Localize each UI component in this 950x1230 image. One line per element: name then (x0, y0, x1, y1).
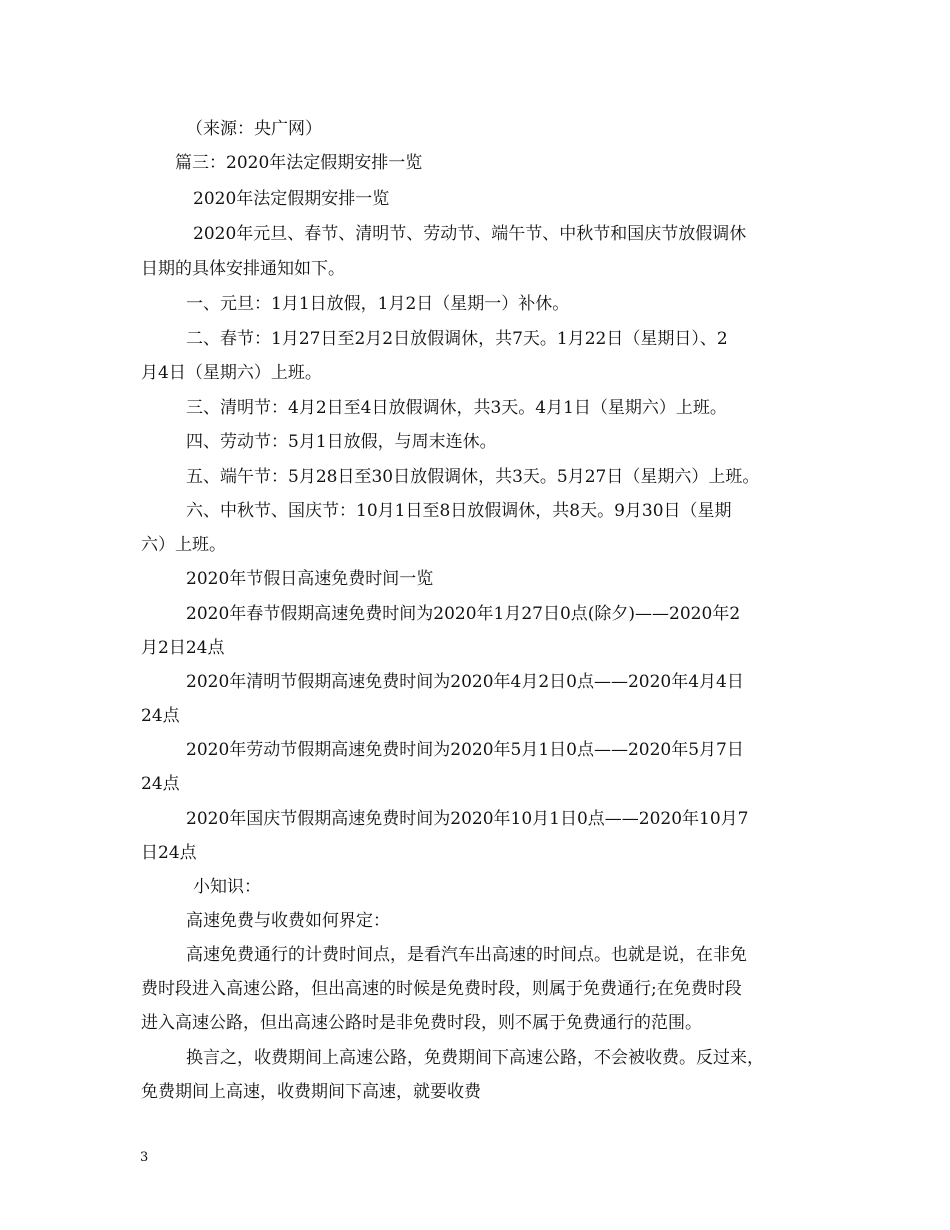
toll-free-labor-day-cont: 24点 (141, 774, 180, 794)
holiday-item-national-day-cont: 六）上班。 (141, 535, 226, 555)
toll-free-labor-day: 2020年劳动节假期高速免费时间为2020年5月1日0点——2020年5月7日 (186, 740, 744, 760)
toll-free-heading: 2020年节假日高速免费时间一览 (186, 569, 434, 589)
tips-heading: 小知识： (193, 877, 261, 897)
holiday-item-spring-festival: 二、春节：1月27日至2月2日放假调休，共7天。1月22日（星期日）、2 (186, 329, 728, 349)
tips-subheading: 高速免费与收费如何界定： (186, 911, 390, 931)
paragraph-line: 日期的具体安排通知如下。 (141, 259, 345, 279)
holiday-item-dragon-boat: 五、端午节：5月28日至30日放假调休，共3天。5月27日（星期六）上班。 (186, 467, 760, 487)
source-line: （来源：央广网） (186, 119, 322, 139)
holiday-item-qingming: 三、清明节：4月2日至4日放假调休，共3天。4月1日（星期六）上班。 (186, 398, 727, 418)
page-number: 3 (140, 1150, 149, 1165)
toll-free-national-day-cont: 日24点 (141, 843, 197, 863)
holiday-item-spring-festival-cont: 月4日（星期六）上班。 (141, 363, 322, 383)
toll-free-national-day: 2020年国庆节假期高速免费时间为2020年10月1日0点——2020年10月7 (186, 809, 749, 829)
paragraph-line: 2020年元旦、春节、清明节、劳动节、端午节、中秋节和国庆节放假调休 (193, 224, 747, 244)
toll-free-qingming-cont: 24点 (141, 706, 180, 726)
section-title: 2020年法定假期安排一览 (193, 189, 390, 209)
paragraph-line: 免费期间上高速，收费期间下高速，就要收费 (141, 1082, 481, 1102)
paragraph-line: 进入高速公路，但出高速公路时是非免费时段，则不属于免费通行的范围。 (141, 1013, 702, 1033)
holiday-item-labor-day: 四、劳动节：5月1日放假，与周末连休。 (186, 432, 497, 452)
toll-free-spring-festival-cont: 月2日24点 (141, 638, 225, 658)
paragraph-line: 换言之，收费期间上高速公路，免费期间下高速公路，不会被收费。反过来， (186, 1048, 764, 1068)
holiday-item-new-year: 一、元旦：1月1日放假，1月2日（星期一）补休。 (186, 294, 570, 314)
holiday-item-national-day: 六、中秋节、国庆节：10月1日至8日放假调休，共8天。9月30日（星期 (186, 501, 732, 521)
paragraph-line: 高速免费通行的计费时间点，是看汽车出高速的时间点。也就是说，在非免 (186, 945, 747, 965)
paragraph-line: 费时段进入高速公路，但出高速的时候是免费时段，则属于免费通行;在免费时段 (141, 979, 742, 999)
section-heading: 篇三：2020年法定假期安排一览 (175, 153, 423, 173)
toll-free-spring-festival: 2020年春节假期高速免费时间为2020年1月27日0点(除夕)——2020年2 (186, 604, 741, 624)
toll-free-qingming: 2020年清明节假期高速免费时间为2020年4月2日0点——2020年4月4日 (186, 672, 744, 692)
